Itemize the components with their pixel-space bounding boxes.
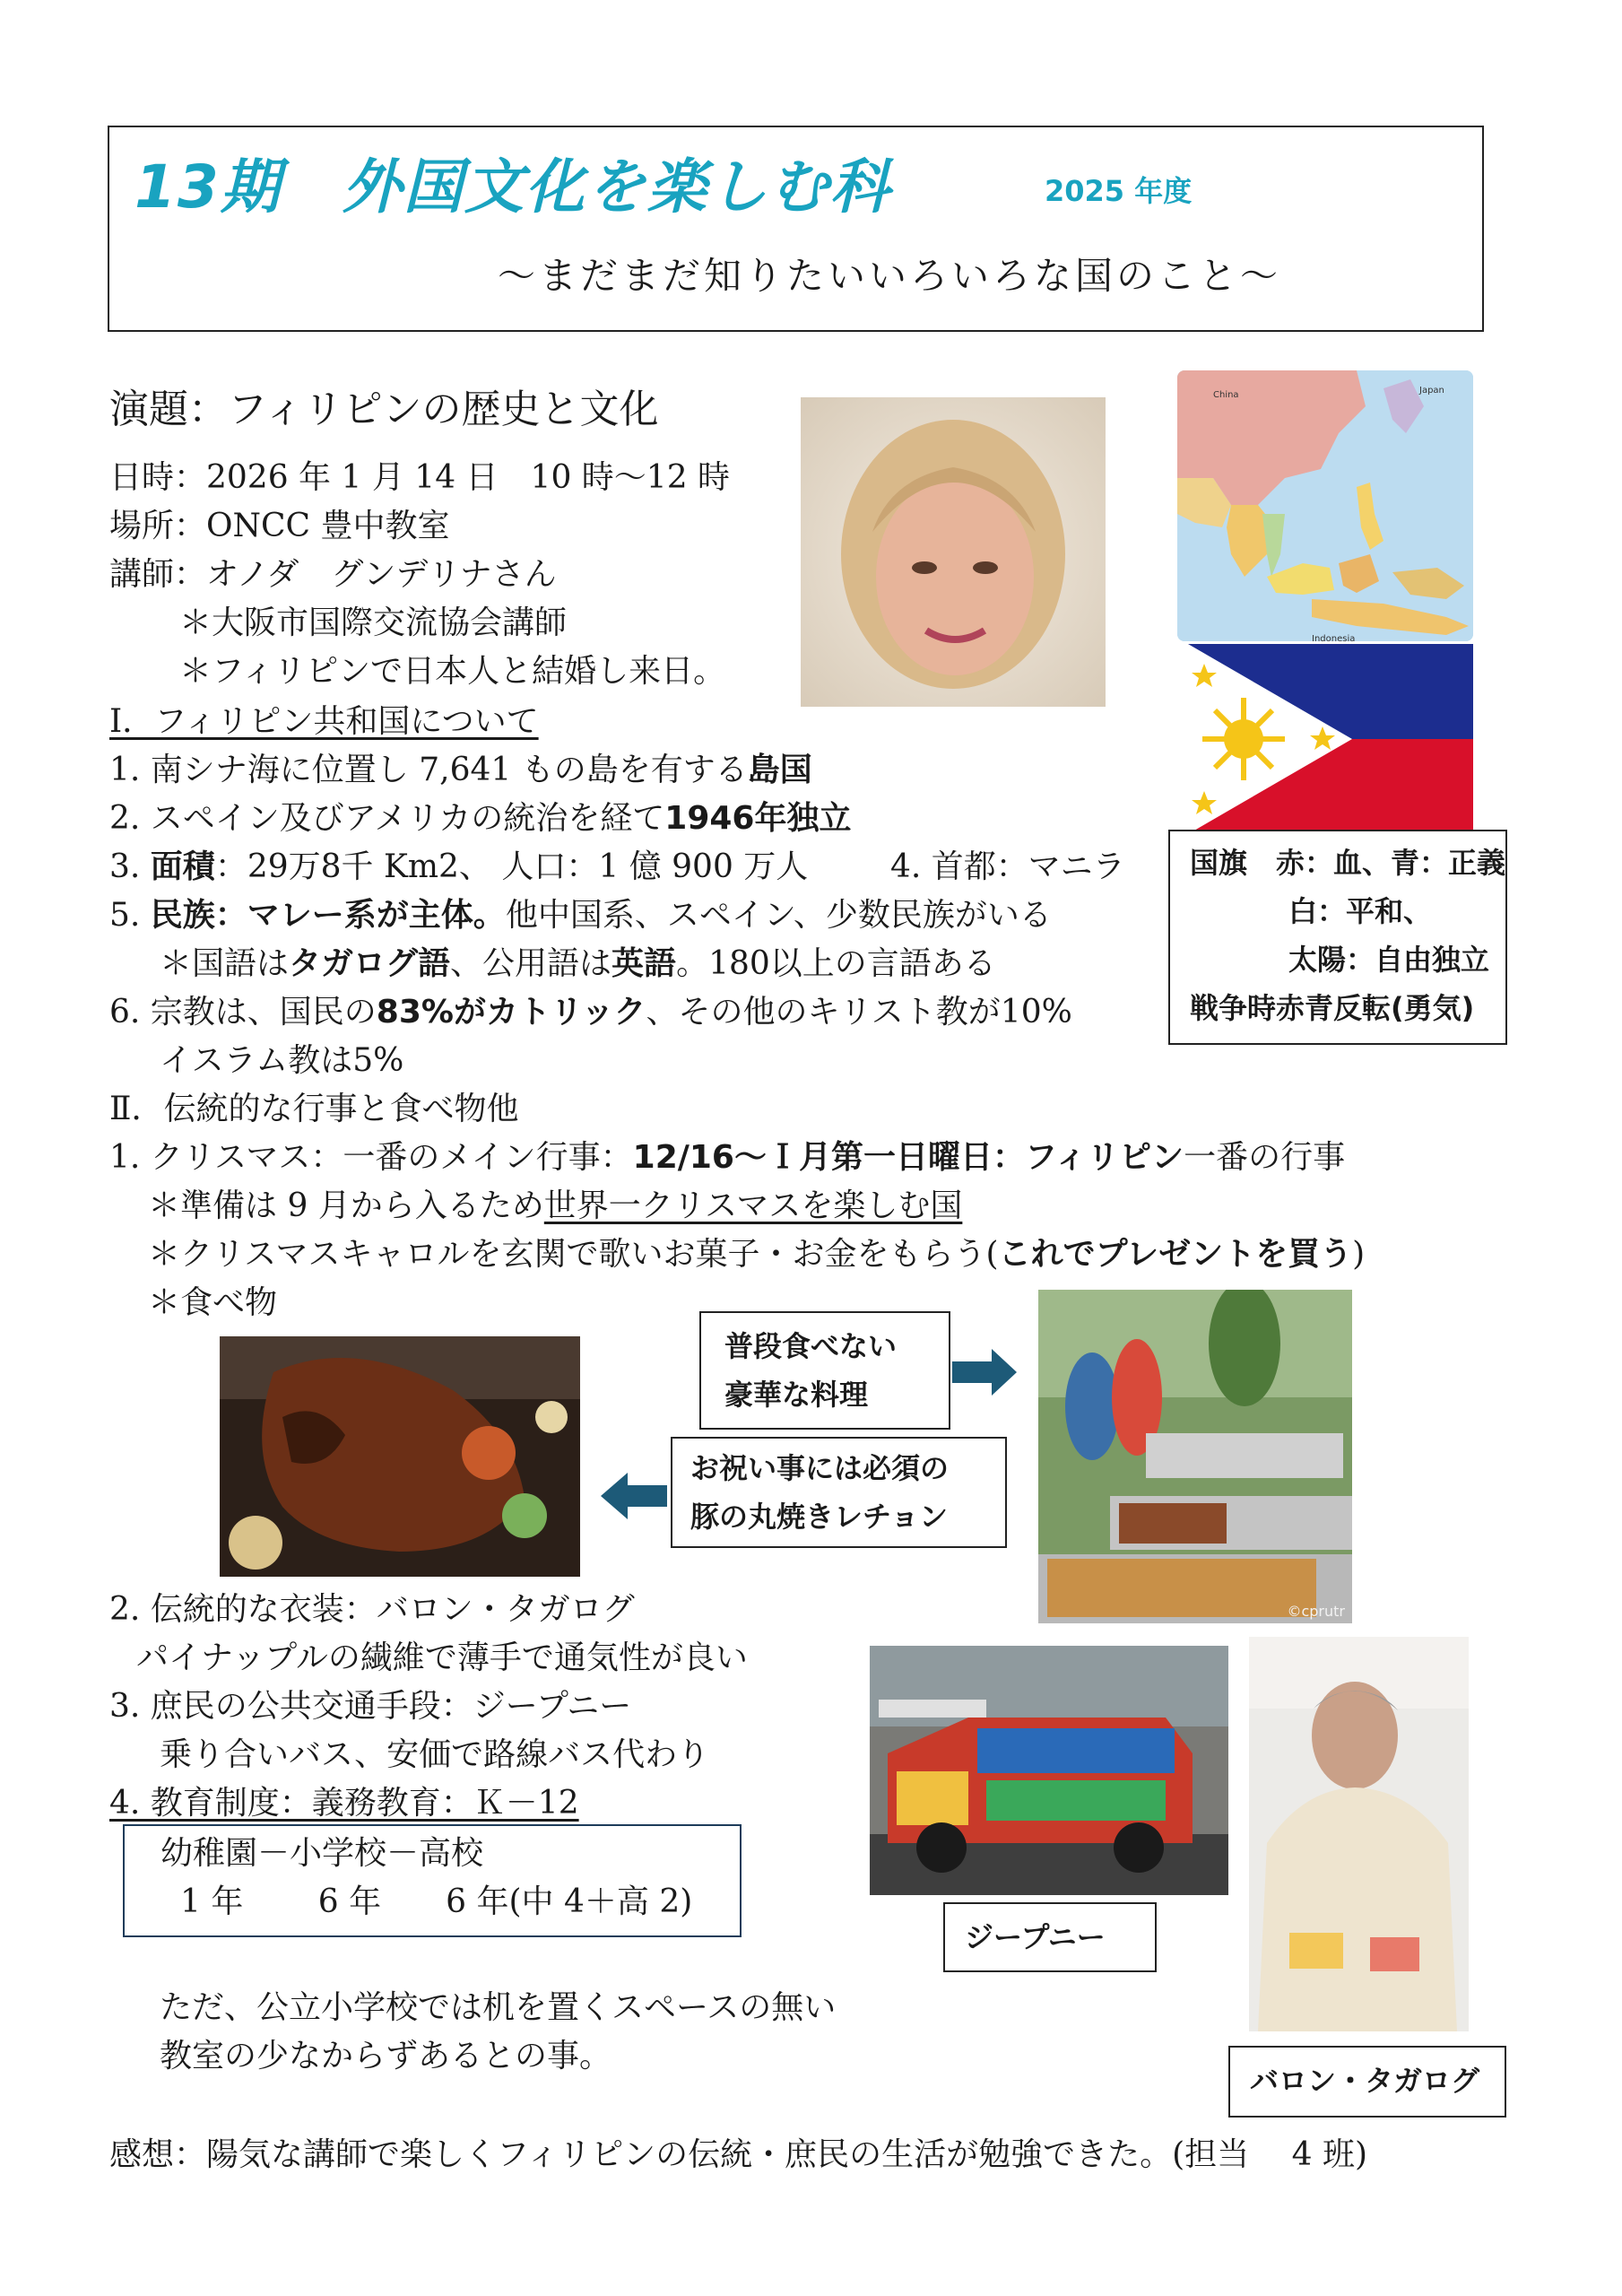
section-1-item-6: 6. 宗教は、国民の83%がカトリック、その他のキリスト教が10% — [109, 994, 1072, 1031]
map-label-japan: Japan — [1419, 386, 1444, 396]
section-2-note-3: ＊食べ物 — [148, 1284, 278, 1321]
label-barong-tagalog: バロン・タガログ — [1228, 2046, 1506, 2118]
school-system-box — [123, 1824, 742, 1937]
callout-lechon-line-1: お祝い事には必須の — [690, 1451, 950, 1485]
lecturer-photo — [801, 397, 1106, 707]
barong-tagalog-photo — [1249, 1637, 1469, 2031]
section-2-item-2-detail: パイナップルの繊維で薄手で通気性が良い — [136, 1639, 748, 1676]
remark-line-2: 教室の少なからずあるとの事。 — [160, 2038, 612, 2074]
arrow-right-icon — [949, 1345, 1020, 1399]
flag-line-3: 太陽：自由独立 — [1288, 943, 1490, 977]
lecture-datetime: 日時：2026 年 1 月 14 日 10 時～12 時 — [109, 459, 731, 496]
section-1-item-2: 2. スペイン及びアメリカの統治を経て1946年独立 — [109, 800, 852, 837]
lecturer-note-2: ＊フィリピンで日本人と結婚し来日。 — [179, 653, 726, 690]
label-jeepney: ジープニー — [943, 1902, 1157, 1972]
course-subtitle: ～まだまだ知りたいいろいろな国のこと～ — [498, 254, 1282, 298]
impression-footer: 感想：陽気な講師で楽しくフィリピンの伝統・庶民の生活が勉強できた。(担当 4 班) — [109, 2136, 1368, 2173]
flag-meaning-box — [1168, 830, 1507, 1045]
section-2-item-3: 3. 庶民の公共交通手段：ジープニー — [109, 1688, 632, 1725]
school-row-2: 1 年 6 年 6 年(中 4＋高 2) — [180, 1883, 693, 1920]
course-title: 13期 外国文化を楽しむ科 — [134, 152, 891, 222]
section-2-note-1: ＊準備は 9 月から入るため世界一クリスマスを楽しむ国 — [148, 1187, 963, 1224]
lecture-place: 場所：ONCC 豊中教室 — [109, 508, 450, 544]
section-2-heading: Ⅱ．伝統的な行事と食べ物他 — [109, 1091, 519, 1127]
lecture-lecturer: 講師：オノダ グンデリナさん — [109, 556, 557, 593]
philippines-flag — [1188, 644, 1473, 834]
section-2-note-2: ＊クリスマスキャロルを玄関で歌いお菓子・お金をもらう(これでプレゼントを買う) — [148, 1236, 1366, 1273]
section-2-item-2: 2. 伝統的な衣装：バロン・タガログ — [109, 1591, 635, 1628]
course-year: 2025 年度 — [1045, 174, 1193, 208]
jeepney-photo — [870, 1646, 1228, 1895]
map-label-indonesia: Indonesia — [1312, 634, 1356, 641]
southeast-asia-map — [1177, 370, 1473, 641]
arrow-left-icon — [595, 1469, 671, 1523]
callout-lechon — [671, 1437, 1007, 1548]
lechon-photo — [220, 1336, 580, 1577]
section-1-heading: Ⅰ．フィリピン共和国について — [109, 703, 539, 740]
school-row-1: 幼稚園－小学校－高校 — [160, 1835, 484, 1872]
map-label-china: China — [1213, 390, 1239, 400]
section-2-item-4: 4. 教育制度：義務教育：Ｋ－12 — [109, 1785, 579, 1822]
section-2-item-3-detail: 乗り合いバス、安価で路線バス代わり — [160, 1736, 710, 1773]
callout-lechon-line-2: 豚の丸焼きレチョン — [690, 1500, 949, 1534]
remark-line-1: ただ、公立小学校では机を置くスペースの無い — [160, 1989, 837, 2026]
section-2-item-1: 1. クリスマス：一番のメイン行事：12/16～Ｉ月第一日曜日：フィリピン一番の行事 — [109, 1139, 1346, 1176]
flag-line-4: 戦争時赤青反転(勇気) — [1190, 991, 1475, 1025]
callout-lavish-food — [699, 1311, 950, 1430]
photo-credit: ©cprutr — [1287, 1603, 1345, 1620]
lecture-topic: 演題：フィリピンの歴史と文化 — [109, 387, 659, 432]
callout-lavish-food-line-1: 普段食べない — [724, 1329, 898, 1363]
buffet-photo — [1038, 1290, 1352, 1623]
lecturer-note-1: ＊大阪市国際交流協会講師 — [179, 604, 568, 641]
section-1-item-3: 3. 面積：29万8千 Km2、 人口：1 億 900 万人 — [109, 848, 809, 885]
callout-lavish-food-line-2: 豪華な料理 — [724, 1378, 869, 1412]
section-1-item-1: 1. 南シナ海に位置し 7,641 もの島を有する島国 — [109, 752, 812, 788]
section-1-item-5-note: ＊国語はタガログ語、公用語は英語。180以上の言語ある — [160, 945, 996, 982]
section-1-item-5: 5. 民族：マレー系が主体。他中国系、スペイン、少数民族がいる — [109, 897, 1052, 934]
flag-line-2: 白：平和、 — [1288, 894, 1433, 928]
section-1-item-6-cont: イスラム教は5% — [160, 1042, 404, 1079]
section-1-item-4: 4. 首都：マニラ — [890, 848, 1125, 885]
flag-line-1: 国旗 赤：血、青：正義 — [1190, 846, 1506, 880]
